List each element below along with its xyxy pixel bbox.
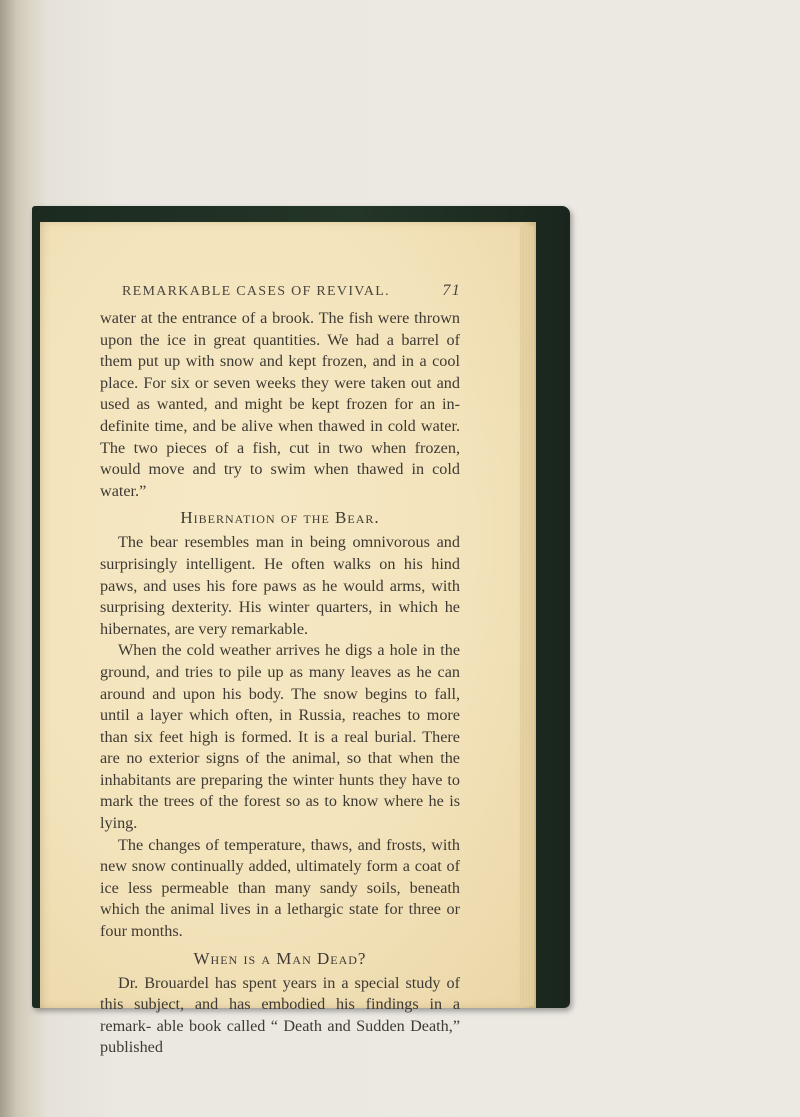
running-head-title: REMARKABLE CASES OF REVIVAL. <box>122 284 390 299</box>
page-text <box>100 282 460 1059</box>
paragraph: When the cold weather arrives he digs a hole in the ground, and tries to pile up as many leaves as he can around and upon his body. The snow begins to fall, until a layer which often, in Russia, reaches to more than six feet high is formed. It is a real burial. There are no exterior signs of the animal, so that when the inhabitants are preparing the winter hunts they have to mark the trees of the forest so as to know where he is lying. <box>100 641 460 833</box>
paragraph-continued: water at the entrance of a brook. The fish were thrown upon the ice in great quantities. We had a barrel of them put up with snow and kept frozen, and in a cool place. For six or seven weeks they were taken out and used as wanted, and might be kept frozen for an in- definite time, and be alive when thawed in cold water. The two pieces of a fish, cut in two when frozen, would move and try to swim when thawed in cold water.” <box>100 309 460 500</box>
paragraph: The changes of temperature, thaws, and frosts, with new snow continually added, ultimately form a coat of ice less permeable than many sandy soils, beneath which the animal lives in a lethargic state for three or four months. <box>100 835 460 941</box>
section-heading-man-dead: When is a Man Dead? <box>193 948 367 968</box>
page-number: 71 <box>442 282 461 299</box>
running-head <box>100 282 460 304</box>
page-stack-edge <box>520 226 534 1006</box>
section-heading-bear: Hibernation of the Bear. <box>180 508 380 528</box>
paragraph: The bear resembles man in being omnivorous and surprisingly intelligent. He often walks on his hind paws, and uses his fore paws as he would arms, with surprising dexterity. His winter quarters, in which he hibernates, are very remarkable. <box>100 533 460 638</box>
paragraph: Dr. Brouardel has spent years in a special study of this subject, and has embodied his findings in a remark- able book called “ Death and Sudden Death,” published <box>100 973 460 1057</box>
